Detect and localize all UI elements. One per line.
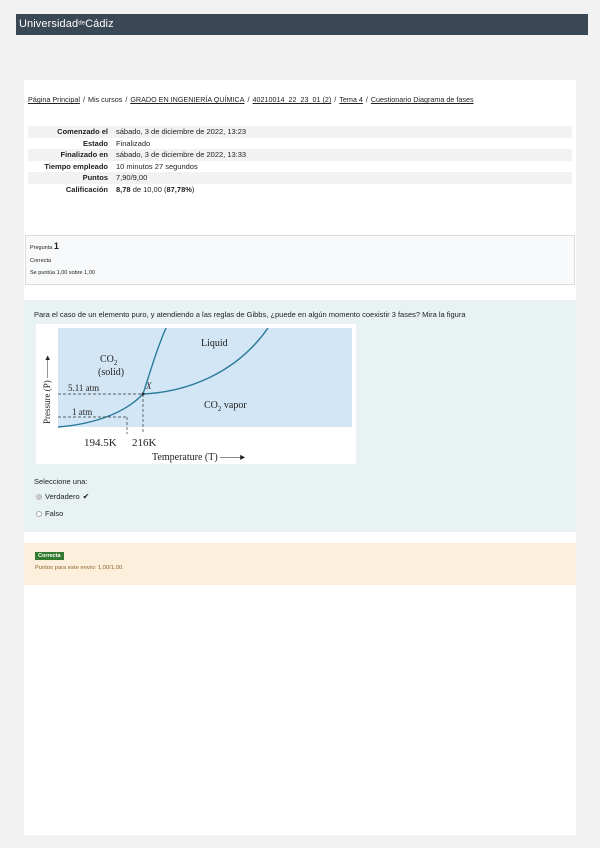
summary-key: Finalizado en [28,149,116,161]
summary-row [28,161,572,173]
attempt-summary-table [28,126,572,195]
svg-text:1 atm: 1 atm [72,407,93,417]
option-label: Falso [45,509,64,518]
radio-button[interactable] [36,511,42,517]
option-label: Verdadero [45,492,80,501]
svg-text:Temperature (T) ——▸: Temperature (T) ——▸ [152,452,246,463]
summary-value: 7,90/9,00 [116,172,572,184]
checkmark-icon: ✔ [82,492,90,501]
svg-text:CO2: $CO_2$ [100,354,118,367]
svg-text:CO2 vapor: $CO_2$ vapor [204,400,247,413]
summary-row [28,138,572,150]
top-navbar [16,14,588,35]
phase-diagram-figure [36,324,356,464]
svg-text:5.11 atm: 5.11 atm [68,383,100,393]
summary-row [28,184,572,196]
question-number: Pregunta 1 [30,241,59,251]
breadcrumb-course-link[interactable]: 40210014_22_23_01 (2) [252,95,332,104]
question-info-box [25,235,575,285]
breadcrumb-my-courses: Mis cursos [87,95,123,104]
question-status: Correcta [30,258,52,264]
svg-text:X: X [146,381,152,391]
svg-text:(solid): (solid) [98,367,125,378]
question-text: Para el caso de un elemento puro, y atendiendo a las reglas de Gibbs, ¿puede en algún momento coexistir 3 fases? Mira la figura [34,310,466,319]
correct-badge: Correcta [35,552,64,560]
breadcrumb: Página Principal / Mis cursos / GRADO EN INGENIERÍA QUÍMICA / 40210014_22_23_01 (2) / Tema 4 / Cuestionario Diagrama de fases [28,95,474,104]
summary-key: Estado [82,138,108,148]
option-true[interactable] [36,492,89,501]
summary-value: 8,78 de 10,00 (87,78%) [116,184,195,194]
breadcrumb-home-link[interactable]: Página Principal [28,95,80,104]
summary-row [28,172,572,184]
question-content [24,300,576,532]
summary-value: sábado, 3 de diciembre de 2022, 13:33 [116,149,572,161]
svg-text:Pressure (P) ——▸: Pressure (P) ——▸ [42,355,52,424]
option-false[interactable] [36,509,63,518]
breadcrumb-degree-link[interactable]: GRADO EN INGENIERÍA QUÍMICA [130,95,245,104]
university-logo[interactable]: UniversidaddeCádiz [19,18,114,31]
summary-row [28,126,572,138]
select-one-prompt: Seleccione una: [34,477,88,486]
summary-key: Calificación [65,184,108,194]
svg-text:194.5K: 194.5K [84,437,117,449]
points-text: Puntos para este envío: 1,00/1,00. [35,565,124,571]
summary-value: sábado, 3 de diciembre de 2022, 13:23 [116,126,572,138]
svg-text:Liquid: Liquid [201,338,228,349]
breadcrumb-quiz-link[interactable]: Cuestionario Diagrama de fases [370,95,474,104]
phase-diagram-svg [36,324,356,464]
svg-text:216K: 216K [132,437,157,449]
summary-key: Puntos [28,172,116,184]
radio-button-selected[interactable] [36,494,42,500]
summary-key: Tiempo empleado [44,161,108,171]
breadcrumb-topic-link[interactable]: Tema 4 [339,95,363,104]
summary-value: 10 minutos 27 segundos [116,161,198,171]
question-mark: Se puntúa 1,00 sobre 1,00 [30,270,95,276]
feedback-box [24,543,576,585]
summary-key: Comenzado el [28,126,116,138]
summary-value: Finalizado [116,138,151,148]
main-content [24,80,576,835]
summary-row [28,149,572,161]
